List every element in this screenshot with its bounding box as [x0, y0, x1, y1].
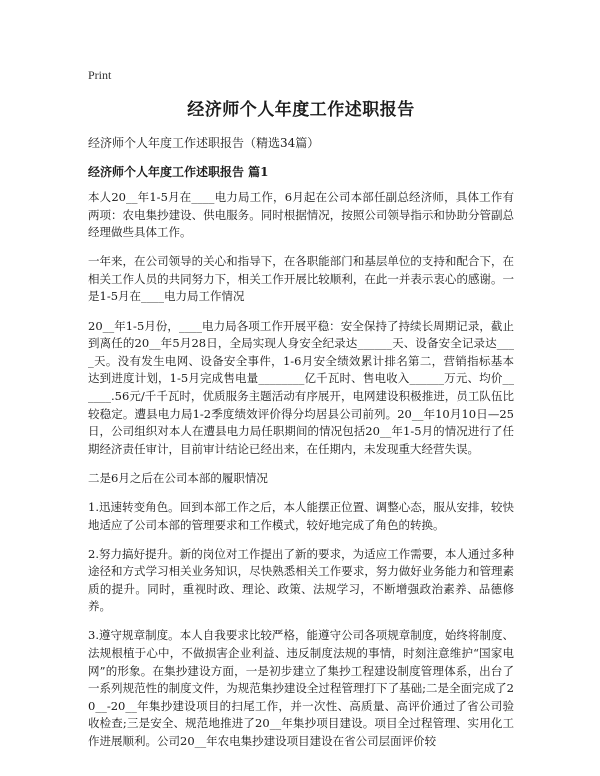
section-heading: 经济师个人年度工作述职报告 篇1: [88, 165, 269, 179]
document-subtitle: 经济师个人年度工作述职报告（精选34篇）: [88, 136, 320, 150]
paragraph-part-two-heading: 二是6月之后在公司本部的履职情况: [88, 470, 268, 485]
paragraph-intro: 本人20__年1-5月在____电力局工作，6月起在公司本部任副总经济师，具体工作有两项：农电集抄建设、供电服务。同时根据情况，按照公司领导指示和协助分管副总经理做些具体工作。: [88, 190, 514, 240]
paragraph-jan-may: 20__年1-5月份，____电力局各项工作开展平稳：安全保持了持续长周期记录，截止到离任的20__年5月28日，全局实现人身安全纪录达______天、设备安全记录达____天。没有发生电网、设备安全事件，1-6月安全绩效累计排名第二，营销指标基本达到进度计划，1-5月完成售电量________亿千瓦时、售电收入______万元、均价______.56元/千千瓦时，优质服务主题活动有序展开，电网建设积极推进，员工队伍比较稳定。遭县电力局1-2季度绩效评价得分均居县公司前列。20__年10月10日—25日，公司组织对本人在遭县电力局任职期间的情况包括20__年1-5月的情况进行了任期经济责任审计，目前审计结论已经出来，在任期内，未发现重大经营失误。: [88, 318, 514, 456]
paragraph-item-1: 1.迅速转变角色。回到本部工作之后，本人能摆正位置、调整心态，服从安排，较快地适应了公司本部的管理要求和工作模式，较好地完成了角色的转换。: [88, 499, 514, 532]
paragraph-item-3: 3.遵守规章制度。本人自我要求比较严格，能遵守公司各项规章制度，始终将制度、法规根植于心中，不做损害企业利益、违反制度法规的事情，时刻注意维护“国家电网”的形象。在集抄建设方面，一是初步建立了集抄工程建设制度管理体系，出台了一系列规范性的制度文件，为规范集抄建设全过程管理打下了基础;二是全面完成了20__-20__年集抄建设项目的扫尾工作，并一次性、高质量、高评价通过了省公司验收检查;三是安全、规范地推进了20__年集抄项目建设。项目全过程管理、实用化工作进展顺利。公司20__年农电集抄建设项目建设在省公司层面评价较: [88, 628, 514, 749]
paragraph-item-2: 2.努力搞好提升。新的岗位对工作提出了新的要求，为适应工作需要，本人通过多种途径和方式学习相关业务知识，尽快熟悉相关工作要求，努力做好业务能力和管理素质的提升。同时，重视时政、理论、政策、法规学习，不断增强政治素养、品德修养。: [88, 546, 514, 614]
document-title: 经济师个人年度工作述职报告: [187, 100, 415, 120]
print-link[interactable]: Print: [88, 68, 112, 82]
paragraph-thanks: 一年来，在公司领导的关心和指导下，在各职能部门和基层单位的支持和配合下，在相关工作人员的共同努力下，相关工作开展比较顺利，在此一并表示衷心的感谢。一是1-5月在____电力局工作情况: [88, 254, 514, 304]
document-page: [88, 66, 514, 762]
